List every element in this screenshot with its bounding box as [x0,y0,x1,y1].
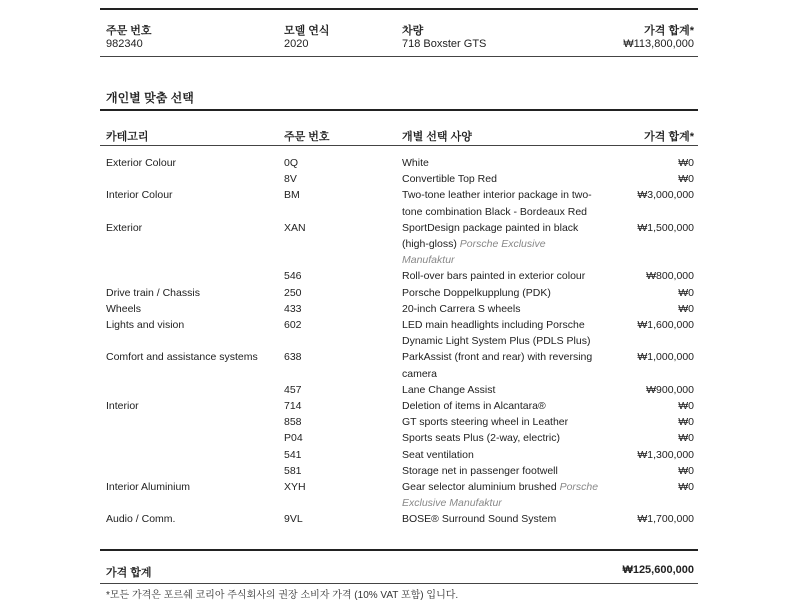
row-price: ₩0 [678,464,694,477]
footnote: *모든 가격은 포르쉐 코리아 주식회사의 권장 소비자 가격 (10% VAT 포함) 입니다. [106,590,459,601]
row-description-text: Roll-over bars painted in exterior colour [402,270,586,283]
row-description-text: 20-inch Carrera S wheels [402,302,521,315]
table-row [100,382,698,398]
order-no-label: 주문 번호 [106,25,152,37]
row-category: Interior Colour [106,189,173,202]
column-header-category: 카테고리 [106,131,149,143]
row-description [402,268,600,284]
row-price: ₩3,000,000 [637,189,694,202]
order-no-value: 982340 [106,38,143,50]
row-code: 8V [284,173,297,186]
table-row [100,268,698,284]
model-year-value: 2020 [284,38,309,50]
row-code: XYH [284,481,306,494]
row-code: 581 [284,464,302,477]
summary-label: 가격 합계 [106,567,152,579]
row-price: ₩1,600,000 [637,319,694,332]
row-description [402,447,600,463]
table-row [100,463,698,479]
row-price: ₩1,500,000 [637,221,694,234]
row-price: ₩0 [678,157,694,169]
row-description [402,285,600,301]
row-description [402,171,600,187]
summary-row [100,564,698,582]
row-description-text: BOSE® Surround Sound System [402,513,557,526]
total-label: 가격 합계* [644,25,694,37]
column-header-description: 개별 선택 사양 [402,131,472,143]
row-description-text: GT sports steering wheel in Leather [402,416,569,429]
row-description-text: Storage net in passenger footwell [402,464,558,477]
row-code: 433 [284,302,302,315]
header-bottom-rule [100,56,698,57]
summary-bottom-rule [100,583,698,584]
model-year-label: 모델 연식 [284,25,330,37]
row-code: 546 [284,270,302,283]
row-category: Interior Aluminium [106,481,191,494]
table-row [100,220,698,269]
total-value: ₩113,800,000 [623,38,694,50]
row-description-text: Lane Change Assist [402,383,496,396]
summary-top-rule [100,549,698,551]
table-header [100,128,698,144]
row-description-text: LED main headlights including Porsche Dynamic Light System Plus (PDLS Plus) [402,319,591,348]
table-header-rule [100,145,698,146]
row-category: Exterior [106,221,143,234]
row-code: 714 [284,400,302,413]
row-code: 602 [284,319,302,332]
row-description-text: SportDesign package painted in black (high-gloss) [402,221,579,251]
table-row [100,479,698,511]
row-price: ₩0 [678,432,694,445]
table-row [100,317,698,349]
row-description [402,155,600,171]
section-title: 개인별 맞춤 선택 [106,91,194,105]
row-description [402,398,600,414]
row-description [402,430,600,446]
row-price: ₩0 [678,400,694,413]
table-row [100,285,698,301]
row-description [402,301,600,317]
table-row [100,511,698,527]
row-description-text: Porsche Doppelkupplung (PDK) [402,286,551,299]
row-code: 638 [284,351,302,364]
row-price: ₩1,000,000 [637,351,694,364]
row-price: ₩0 [678,416,694,429]
row-code: P04 [284,432,303,445]
row-category: Interior [106,400,139,413]
row-description [402,349,600,381]
column-header-price: 가격 합계* [644,131,694,143]
table-row [100,414,698,430]
row-code: 858 [284,416,302,429]
table-row [100,187,698,219]
row-description-text: White [402,157,429,169]
row-price: ₩1,700,000 [637,513,694,526]
row-description [402,479,600,511]
row-description-text: Sports seats Plus (2-way, electric) [402,432,560,445]
column-header-code: 주문 번호 [284,131,330,143]
options-table [100,155,698,528]
table-row [100,155,698,171]
row-category: Comfort and assistance systems [106,351,258,364]
row-description [402,220,600,269]
row-description [402,187,600,219]
row-price: ₩0 [678,481,694,494]
row-category: Exterior Colour [106,157,177,169]
row-code: XAN [284,221,306,234]
row-description [402,463,600,479]
row-description-text: Seat ventilation [402,448,474,461]
header-values [100,38,698,54]
table-row [100,349,698,381]
row-price: ₩0 [678,286,694,299]
row-category: Drive train / Chassis [106,286,200,299]
top-rule [100,8,698,10]
row-price: ₩1,300,000 [637,448,694,461]
exclusive-manufaktur-note: Porsche Exclusive Manufaktur [402,481,599,510]
row-description-text: Deletion of items in Alcantara® [402,400,546,413]
row-price: ₩0 [678,302,694,315]
row-description [402,414,600,430]
row-description [402,382,600,398]
row-description [402,317,600,349]
section-rule [100,109,698,111]
row-price: ₩800,000 [646,270,694,283]
summary-total: ₩125,600,000 [622,564,694,576]
row-code: 250 [284,286,302,299]
table-row [100,398,698,414]
row-description-text: Gear selector aluminium brushed [402,481,557,494]
row-code: BM [284,189,300,202]
row-category: Audio / Comm. [106,513,176,526]
row-description-text: ParkAssist (front and rear) with reversing camera [402,351,593,380]
table-row [100,301,698,317]
exclusive-manufaktur-note: Porsche Exclusive Manufaktur [402,238,546,267]
row-description-text: Convertible Top Red [402,173,497,186]
row-code: 9VL [284,513,303,526]
row-description-text: Two-tone leather interior package in two-tone combination Black - Bordeaux Red [402,189,592,218]
row-category: Wheels [106,302,142,315]
row-price: ₩0 [678,173,694,186]
table-row [100,171,698,187]
row-code: 0Q [284,157,299,169]
vehicle-label: 차량 [402,25,424,37]
row-category: Lights and vision [106,319,185,332]
row-description [402,511,600,527]
table-row [100,447,698,463]
row-code: 541 [284,448,302,461]
vehicle-value: 718 Boxster GTS [402,38,487,50]
row-price: ₩900,000 [646,383,694,396]
header-labels [100,22,698,38]
table-row [100,430,698,446]
row-code: 457 [284,383,302,396]
